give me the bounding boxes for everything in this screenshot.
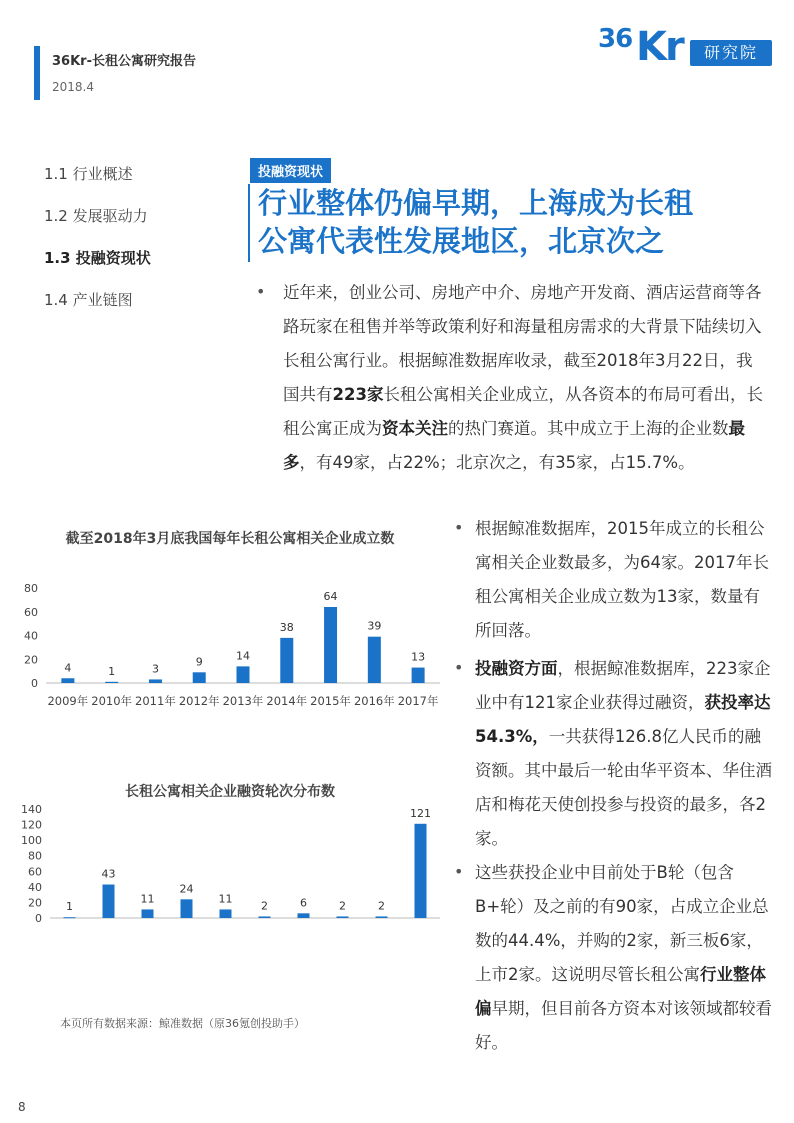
x-tick-label: 2010年 [91,694,133,708]
data-label: 6 [300,896,307,910]
data-label: 24 [179,882,194,896]
bar [259,916,271,918]
chart-2-title: 长租公寓相关企业融资轮次分布数 [125,784,335,800]
bar [368,637,381,683]
p1-run-5: 最多 [283,419,745,472]
data-label: 11 [218,892,233,906]
bar [193,672,206,683]
page-number: 8 [18,1100,26,1114]
p1-run-2: 长租公寓相关企业成立，从各资本的布局可看出，长租公寓正成为 [283,385,763,438]
data-label: 1 [66,900,73,914]
data-label: 3 [151,662,159,676]
y-tick-label: 20 [28,896,42,910]
data-label: 1 [108,664,116,678]
data-label: 2 [378,899,385,913]
paragraph-2 [475,512,775,648]
chart-founding-count [0,550,450,720]
data-label: 39 [367,619,382,633]
data-label: 13 [411,650,426,664]
p1-run-3: 资本关注 [382,419,448,438]
y-tick-label: 120 [21,818,42,832]
x-tick-label: 2014年 [266,694,308,708]
y-tick-label: 20 [24,653,38,667]
data-source-note: 本页所有数据来源：鲸准数据（原36氪创投助手） [60,1017,305,1030]
data-label: 11 [140,892,155,906]
table-of-contents [44,163,151,331]
section-headline [248,184,758,262]
data-label: 38 [279,620,294,634]
y-tick-label: 60 [24,605,38,619]
y-tick-label: 60 [28,865,42,879]
data-label: 2 [339,899,346,913]
paragraph-4 [475,856,775,1060]
p3-run-2: 获投率达54.3%， [475,693,771,746]
report-title: 36Kr-长租公寓研究报告 [52,54,196,69]
data-label: 9 [195,655,203,669]
bullet-1: • [256,282,266,301]
y-tick-label: 0 [35,912,42,925]
report-date: 2018.4 [52,80,94,94]
y-tick-label: 0 [31,677,38,690]
toc-item-1-1[interactable]: 1.1 行业概述 [44,165,133,183]
bar [142,909,154,918]
x-tick-label: 2009年 [47,694,89,708]
bar [376,916,388,918]
headline-line-2: 公寓代表性发展地区，北京次之 [258,224,665,258]
header-accent-bar [34,46,40,100]
p4-run-2: 早期，但目前各方资本对该领域都较看好。 [475,999,772,1052]
p1-run-6: ，有49家，占22%；北京次之，有35家，占15.7%。 [299,453,695,472]
y-tick-label: 140 [21,803,42,816]
y-tick-label: 40 [24,629,38,643]
data-label: 4 [64,661,72,675]
x-tick-label: 2011年 [135,694,176,708]
p1-run-1: 223家 [332,385,384,404]
bar [149,679,162,683]
p2-run-0: 根据鲸准数据库，2015年成立的长租公寓相关企业数最多，为64家。2017年长租公寓相关企业成立数为13家，数量有所回落。 [475,519,769,640]
bar [337,916,349,918]
bullet-2: • [454,518,464,537]
x-tick-label: 2016年 [353,694,395,708]
bar [237,666,250,683]
paragraph-3 [475,652,775,856]
y-tick-label: 80 [28,849,42,863]
bar [298,913,310,918]
toc-item-1-4[interactable]: 1.4 产业链图 [44,291,133,309]
p3-run-3: 一共获得126.8亿人民币的融资额。其中最后一轮由华平资本、华住酒店和梅花天使创投参与投资的最多，各2家。 [475,727,772,848]
bar [415,824,427,918]
bullet-4: • [454,862,464,881]
x-tick-label: 2013年 [222,694,264,708]
bar [103,885,115,918]
36kr-research-logo: 36 Kr 研究院 [598,22,774,72]
data-label: 121 [410,806,431,820]
bar [105,682,118,683]
data-label: 64 [323,590,338,603]
headline-line-1: 行业整体仍偏早期，上海成为长租 [258,186,694,220]
data-label: 2 [261,899,268,913]
p4-run-0: 这些获投企业中目前处于B轮（包含B+轮）及之前的有90家，占成立企业总数的44.4%，并购的2家，新三板6家，上市2家。这说明尽管长租公寓 [475,863,769,984]
chart-1-title: 截至2018年3月底我国每年长租公寓相关企业成立数 [65,531,395,547]
p1-run-4: 的热门赛道。其中成立于上海的企业数 [448,419,729,438]
y-tick-label: 40 [28,880,42,894]
x-tick-label: 2017年 [397,694,439,708]
bullet-3: • [454,658,464,677]
data-label: 14 [236,649,250,663]
y-tick-label: 80 [24,582,38,595]
bar [61,678,74,683]
p3-run-1: ，根据鲸准数据库，223家企业中有121家企业获得过融资， [475,659,771,712]
bar [181,899,193,918]
x-tick-label: 2012年 [178,694,220,708]
data-label: 43 [101,867,116,881]
p3-run-0: 投融资方面 [475,659,558,678]
paragraph-1 [283,276,763,480]
p1-run-0: 近年来，创业公司、房地产中介、房地产开发商、酒店运营商等各路玩家在租售并举等政策利好和海量租房需求的大背景下陆续切入长租公寓行业。根据鲸准数据库收录，截至2018年3月22日，我国共有 [283,283,762,404]
p4-run-1: 行业整体偏 [475,965,766,1018]
bar [280,638,293,683]
y-tick-label: 100 [21,834,42,848]
bar [64,917,76,918]
x-tick-label: 2015年 [310,694,351,708]
toc-item-1-3[interactable]: 1.3 投融资现状 [44,249,151,267]
bar [220,909,232,918]
chart-funding-rounds [0,800,450,930]
toc-item-1-2[interactable]: 1.2 发展驱动力 [44,207,148,225]
bar [412,668,425,683]
section-tag: 投融资现状 [250,158,331,183]
bar [324,607,337,683]
